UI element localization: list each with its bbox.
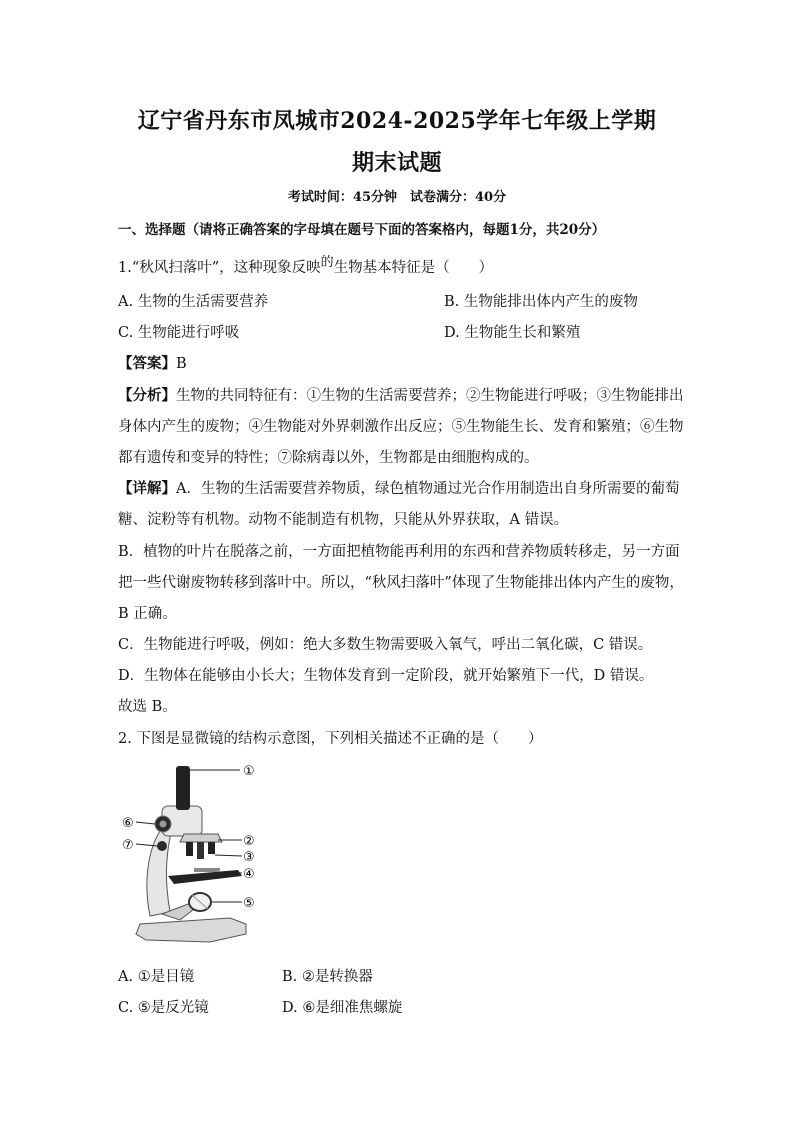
analysis-line-3: 都有遗传和变异的特性；⑦除病毒以外，生物都是由细胞构成的。 — [118, 450, 539, 466]
question-1-stem-superscript: 的 — [320, 255, 334, 270]
stage-clip — [194, 868, 220, 872]
label-5: ⑤ — [243, 896, 255, 911]
label-4: ④ — [243, 867, 255, 882]
microscope-diagram — [118, 756, 268, 956]
question-2-option-d: D. ⑥是细准焦螺旋 — [282, 1000, 403, 1016]
exam-info: 考试时间：45分钟 试卷满分：40分 — [287, 190, 507, 205]
detail-text-1: A．生物的生活需要营养物质，绿色植物通过光合作用制造出自身所需要的葡萄 — [176, 481, 680, 497]
label-1: ① — [243, 764, 255, 779]
fine-focus-knob — [157, 841, 167, 851]
question-1-option-b: B. 生物能排出体内产生的废物 — [444, 294, 638, 310]
conclusion-line: 故选 B。 — [118, 699, 177, 715]
question-2-option-b: B. ②是转换器 — [282, 969, 373, 985]
objective-lens-1 — [186, 842, 193, 856]
question-2-option-c: C. ⑤是反光镜 — [118, 1000, 209, 1016]
question-1-option-a: A. 生物的生活需要营养 — [118, 294, 269, 310]
answer-value: B — [176, 356, 187, 372]
page-title-line1: 辽宁省丹东市凤城市2024-2025学年七年级上学期 — [137, 108, 657, 134]
microscope-base — [136, 918, 246, 942]
analysis-tag: 【分析】 — [118, 387, 176, 404]
objective-lens-3 — [208, 842, 215, 854]
analysis-line-2: 身体内产生的废物；④生物能对外界刺激作出反应；⑤生物能生长、发育和繁殖；⑥生物 — [118, 419, 684, 435]
detail-line-1 — [118, 477, 679, 498]
question-2-stem: 2. 下图是显微镜的结构示意图，下列相关描述不正确的是（ ） — [118, 731, 543, 747]
objective-lens-2 — [197, 842, 204, 859]
leader-line-6 — [136, 822, 155, 824]
page-title-line2: 期末试题 — [351, 150, 442, 176]
label-6: ⑥ — [122, 816, 134, 831]
detail-line-5: B 正确。 — [118, 606, 177, 622]
question-1-stem-part-b: 生物基本特征是（ ） — [333, 260, 494, 276]
detail-line-6: C．生物能进行呼吸，例如：绝大多数生物需要吸入氧气，呼出二氧化碳，C 错误。 — [118, 637, 653, 653]
label-7: ⑦ — [122, 838, 134, 853]
stage — [168, 870, 242, 884]
answer-tag: 【答案】 — [118, 355, 176, 372]
analysis-line-1 — [118, 384, 684, 405]
detail-line-2: 糖、淀粉等有机物。动物不能制造有机物，只能从外界获取，A 错误。 — [118, 512, 569, 528]
nosepiece — [180, 834, 222, 842]
question-2-option-a: A. ①是目镜 — [118, 969, 195, 985]
detail-line-7: D．生物体在能够由小长大；生物体发育到一定阶段，就开始繁殖下一代，D 错误。 — [118, 668, 654, 684]
coarse-focus-knob-center — [160, 821, 167, 828]
question-1-stem-part-a: 1.“秋风扫落叶”，这种现象反映 — [118, 260, 321, 276]
question-1-answer — [118, 352, 187, 373]
label-3: ③ — [243, 850, 255, 865]
eyepiece — [176, 766, 190, 810]
question-1-option-c: C. 生物能进行呼吸 — [118, 325, 240, 341]
label-2: ② — [243, 834, 255, 849]
question-1-option-d: D. 生物能生长和繁殖 — [444, 325, 581, 341]
section-heading: 一、选择题（请将正确答案的字母填在题号下面的答案格内，每题1分，共20分） — [118, 222, 606, 238]
detail-tag: 【详解】 — [118, 480, 176, 497]
detail-line-4: 把一些代谢废物转移到落叶中。所以，“秋风扫落叶”体现了生物能排出体内产生的废物， — [118, 575, 684, 591]
detail-line-3: B．植物的叶片在脱落之前，一方面把植物能再利用的东西和营养物质转移走，另一方面 — [118, 544, 680, 560]
leader-line-3 — [215, 855, 242, 856]
analysis-text-1: 生物的共同特征有：①生物的生活需要营养；②生物能进行呼吸；③生物能排出 — [176, 388, 684, 404]
question-1-stem — [118, 256, 493, 277]
